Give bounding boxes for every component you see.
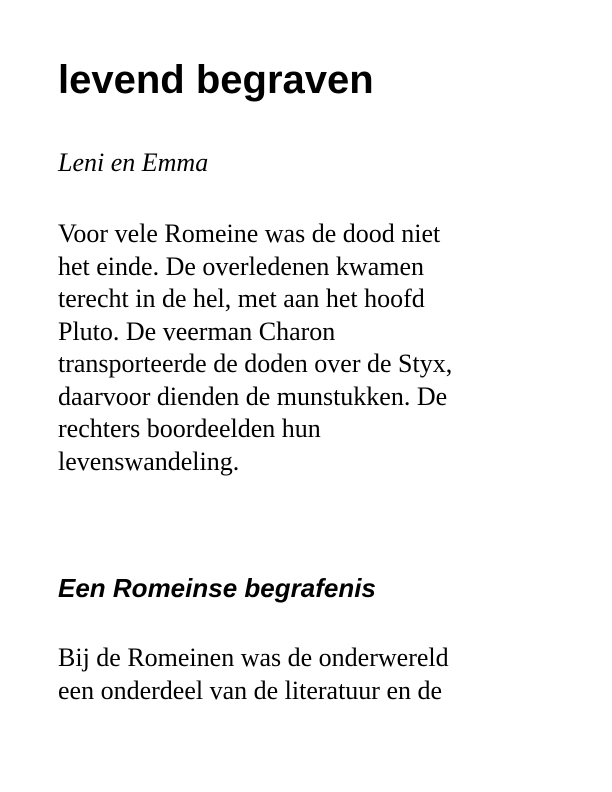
paragraph-line: Pluto. De veerman Charon <box>58 316 336 346</box>
paragraph-line: Bij de Romeinen was de onderwereld <box>58 643 449 672</box>
author-byline: Leni en Emma <box>58 148 209 177</box>
paragraph-line: een onderdeel van de literatuur en de <box>58 675 443 705</box>
section-heading: Een Romeinse begrafenis <box>58 573 376 603</box>
section-paragraph <box>58 642 449 707</box>
paragraph-line: levenswandeling. <box>58 446 240 476</box>
paragraph-line: Voor vele Romeine was de dood niet <box>58 219 441 248</box>
paragraph-line: daarvoor dienden de munstukken. De <box>58 381 448 411</box>
page-title: levend begraven <box>58 58 374 102</box>
paragraph-line: rechters boordeelden hun <box>58 414 321 443</box>
intro-paragraph <box>58 218 452 478</box>
paragraph-line: het einde. De overledenen kwamen <box>58 251 425 281</box>
paragraph-line: terecht in de hel, met aan het hoofd <box>58 284 425 313</box>
paragraph-line: transporteerde de doden over de Styx, <box>58 349 453 378</box>
